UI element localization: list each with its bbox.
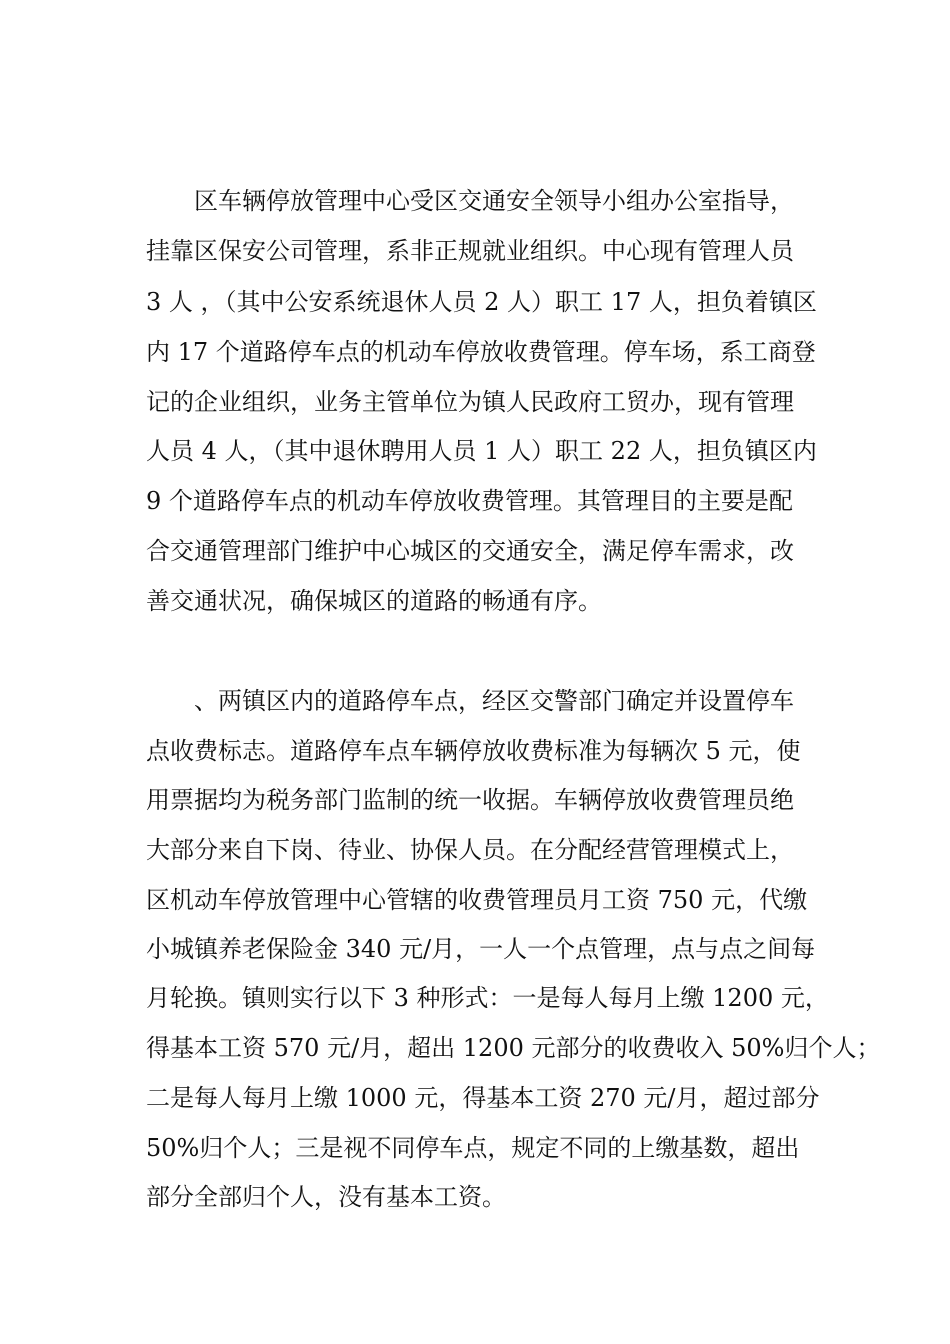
paragraph-line: 挂靠区保安公司管理，系非正规就业组织。中心现有管理人员 [146,237,794,265]
paragraph-line: 得基本工资 570 元/月，超出 1200 元部分的收费收入 50%归个人； [146,1034,881,1062]
paragraph-line: 50%归个人；三是视不同停车点，规定不同的上缴基数，超出 [146,1134,800,1162]
paragraph-line: 用票据均为税务部门监制的统一收据。车辆停放收费管理员绝 [146,786,794,814]
paragraph-line: 区机动车停放管理中心管辖的收费管理员月工资 750 元，代缴 [146,886,808,914]
paragraph-line: 区车辆停放管理中心受区交通安全领导小组办公室指导， [194,187,794,215]
paragraph-line: 3 人 ，（其中公安系统退休人员 2 人）职工 17 人，担负着镇区 [146,288,817,316]
paragraph-line: 小城镇养老保险金 340 元/月，一人一个点管理，点与点之间每 [146,935,816,963]
paragraph-line: 月轮换。镇则实行以下 3 种形式：一是每人每月上缴 1200 元， [146,984,829,1012]
paragraph-line: 合交通管理部门维护中心城区的交通安全，满足停车需求，改 [146,537,794,565]
paragraph-line: 人员 4 人，（其中退休聘用人员 1 人）职工 22 人，担负镇区内 [146,437,817,465]
paragraph-line: 记的企业组织，业务主管单位为镇人民政府工贸办，现有管理 [146,388,794,416]
paragraph-line: 大部分来自下岗、待业、协保人员。在分配经营管理模式上， [146,836,794,864]
paragraph-line: 二是每人每月上缴 1000 元，得基本工资 270 元/月，超过部分 [146,1084,820,1112]
paragraph-line: 内 17 个道路停车点的机动车停放收费管理。停车场，系工商登 [146,338,816,366]
paragraph-line: 部分全部归个人，没有基本工资。 [146,1183,506,1211]
paragraph-line: 善交通状况，确保城区的道路的畅通有序。 [146,587,602,615]
paragraph-line: 点收费标志。道路停车点车辆停放收费标准为每辆次 5 元，使 [146,737,801,765]
paragraph-line: 、两镇区内的道路停车点，经区交警部门确定并设置停车 [194,687,794,715]
paragraph-line: 9 个道路停车点的机动车停放收费管理。其管理目的主要是配 [146,487,793,515]
